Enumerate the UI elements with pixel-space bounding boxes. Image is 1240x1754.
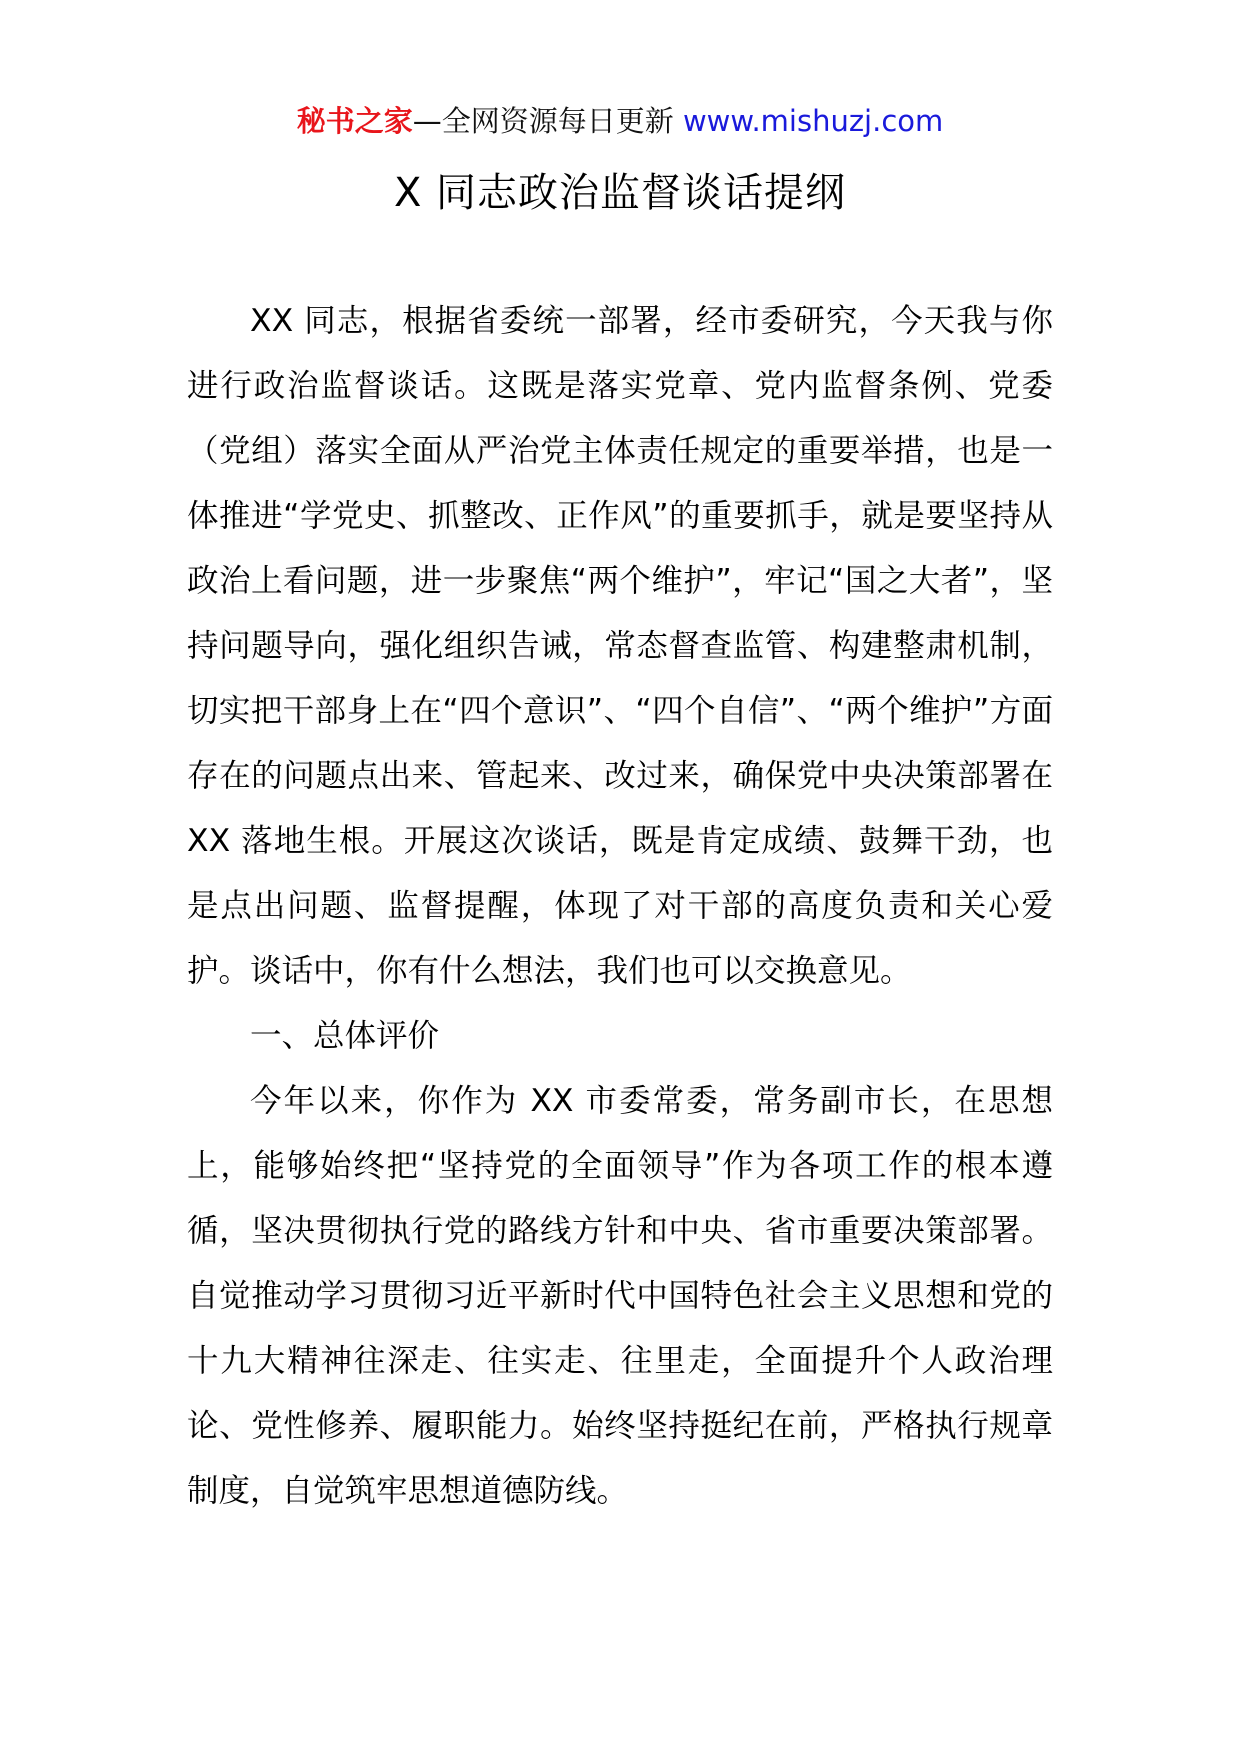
- header-tagline: —全网资源每日更新: [412, 104, 683, 138]
- section-heading: 一、总体评价: [250, 1018, 440, 1054]
- evaluation-paragraph: 今年以来，你作为 XX 市委常委，常务副市长，在思想上，能够始终把“坚持党的全面领导”作为各项工作的根本遵循，坚决贯彻执行党的路线方针和中央、省市重要决策部署。自觉推动学习贯彻习近平新时代中国特色社会主义思想和党的十九大精神往深走、往实走、往里走，全面提升个人政治理论、党性修养、履职能力。始终坚持挺纪在前，严格执行规章制度，自觉筑牢思想道德防线。: [187, 1083, 1053, 1509]
- brand-name: 秘书之家: [296, 104, 413, 138]
- intro-paragraph: XX 同志，根据省委统一部署，经市委研究，今天我与你进行政治监督谈话。这既是落实党章、党内监督条例、党委（党组）落实全面从严治党主体责任规定的重要举措，也是一体推进“学党史、抓整改、正作风”的重要抓手，就是要坚持从政治上看问题，进一步聚焦“两个维护”，牢记“国之大者”，坚持问题导向，强化组织告诫，常态督查监管、构建整肃机制，切实把干部身上在“四个意识”、“四个自信”、“两个维护”方面存在的问题点出来、管起来、改过来，确保党中央决策部署在 XX 落地生根。开展这次谈话，既是肯定成绩、鼓舞干劲，也是点出问题、监督提醒，体现了对干部的高度负责和关心爱护。谈话中，你有什么想法，我们也可以交换意见。: [187, 303, 1053, 989]
- site-url[interactable]: www.mishuzj.com: [682, 104, 944, 138]
- document-body: [187, 289, 1053, 1524]
- site-header: [0, 101, 1240, 141]
- document-title: X 同志政治监督谈话提纲: [393, 170, 847, 216]
